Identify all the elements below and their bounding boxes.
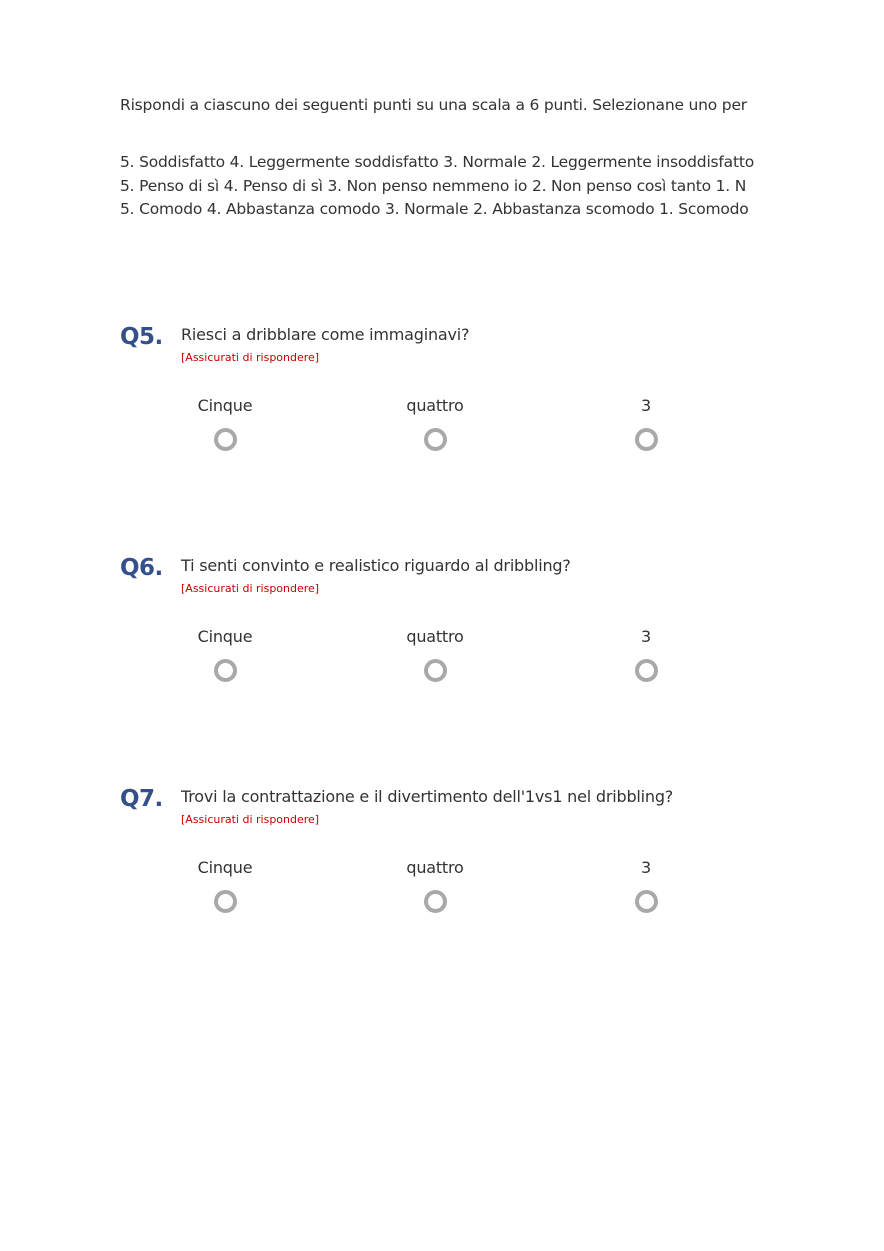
option-cinque [165,858,285,913]
option-quattro [375,627,495,682]
question-number: Q6. [120,555,163,581]
required-note: [Assicurati di rispondere] [181,351,320,364]
radio-button[interactable] [635,659,658,682]
question-text: Trovi la contrattazione e il divertimento dell'1vs1 nel dribbling? [181,787,674,806]
option-label: Cinque [197,396,253,415]
required-note: [Assicurati di rispondere] [181,813,320,826]
option-label: 3 [641,627,651,646]
scale-line-satisfaction: 5. Soddisfatto 4. Leggermente soddisfatto 3. Normale 2. Leggermente insoddisfatto [120,153,755,171]
question-text: Ti senti convinto e realistico riguardo al dribbling? [181,556,571,575]
option-quattro [375,858,495,913]
option-quattro [375,396,495,451]
radio-button[interactable] [424,428,447,451]
question-text: Riesci a dribblare come immaginavi? [181,325,470,344]
question-q7 [120,786,820,926]
question-number: Q7. [120,786,163,812]
radio-button[interactable] [214,659,237,682]
required-note: [Assicurati di rispondere] [181,582,320,595]
question-q5 [120,324,820,464]
radio-button[interactable] [635,890,658,913]
option-label: Cinque [197,627,253,646]
question-q6 [120,555,820,695]
scale-line-comfort: 5. Comodo 4. Abbastanza comodo 3. Normale 2. Abbastanza scomodo 1. Scomodo [120,200,749,218]
question-number: Q5. [120,324,163,350]
radio-button[interactable] [424,659,447,682]
option-cinque [165,627,285,682]
option-label: 3 [641,858,651,877]
option-3 [586,396,706,451]
option-3 [586,858,706,913]
radio-button[interactable] [635,428,658,451]
option-label: Cinque [197,858,253,877]
scale-legend [120,151,806,222]
option-3 [586,627,706,682]
scale-line-agreement: 5. Penso di sì 4. Penso di sì 3. Non penso nemmeno io 2. Non penso così tanto 1. N [120,176,747,195]
radio-button[interactable] [214,890,237,913]
option-label: quattro [406,396,464,415]
option-label: quattro [406,627,464,646]
radio-button[interactable] [214,428,237,451]
radio-button[interactable] [424,890,447,913]
instructions-text: Rispondi a ciascuno dei seguenti punti su una scala a 6 punti. Selezionane uno per [120,96,747,114]
option-cinque [165,396,285,451]
option-label: quattro [406,858,464,877]
option-label: 3 [641,396,651,415]
